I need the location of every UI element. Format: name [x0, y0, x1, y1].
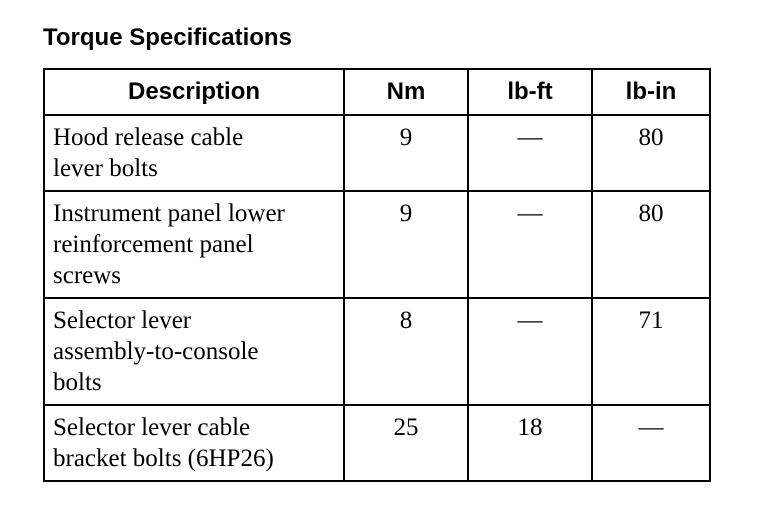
description-cell [44, 115, 344, 191]
description-line: bracket bolts (6HP26) [53, 445, 274, 472]
nm-cell: 9 [344, 115, 468, 191]
table-row [44, 298, 710, 405]
description-line: Hood release cable [53, 124, 244, 151]
column-header-description: Description [44, 69, 344, 115]
description-cell [44, 298, 344, 405]
lb-ft-cell: — [468, 298, 592, 405]
description-cell [44, 405, 344, 481]
description-line: lever bolts [53, 155, 158, 182]
lb-ft-cell: — [468, 191, 592, 298]
lb-ft-cell: 18 [468, 405, 592, 481]
nm-cell: 8 [344, 298, 468, 405]
lb-in-cell: — [592, 405, 710, 481]
description-cell [44, 191, 344, 298]
table-body [44, 115, 710, 481]
nm-cell: 9 [344, 191, 468, 298]
lb-in-cell: 80 [592, 115, 710, 191]
table-row [44, 405, 710, 481]
description-line: Instrument panel lower [53, 200, 285, 227]
page-title: Torque Specifications [43, 24, 292, 51]
description-line: assembly-to-console [53, 338, 259, 365]
description-line: Selector lever cable [53, 414, 251, 441]
column-header-lb-ft: lb-ft [468, 69, 592, 115]
table-header [44, 69, 710, 115]
nm-cell: 25 [344, 405, 468, 481]
lb-in-cell: 80 [592, 191, 710, 298]
torque-spec-table [43, 68, 711, 482]
description-line: screws [53, 262, 122, 289]
description-line: bolts [53, 369, 102, 396]
table-row [44, 115, 710, 191]
description-line: Selector lever [53, 307, 192, 334]
column-header-lb-in: lb-in [592, 69, 710, 115]
header-row [44, 69, 710, 115]
table-row [44, 191, 710, 298]
column-header-nm: Nm [344, 69, 468, 115]
description-line: reinforcement panel [53, 231, 254, 258]
lb-in-cell: 71 [592, 298, 710, 405]
lb-ft-cell: — [468, 115, 592, 191]
